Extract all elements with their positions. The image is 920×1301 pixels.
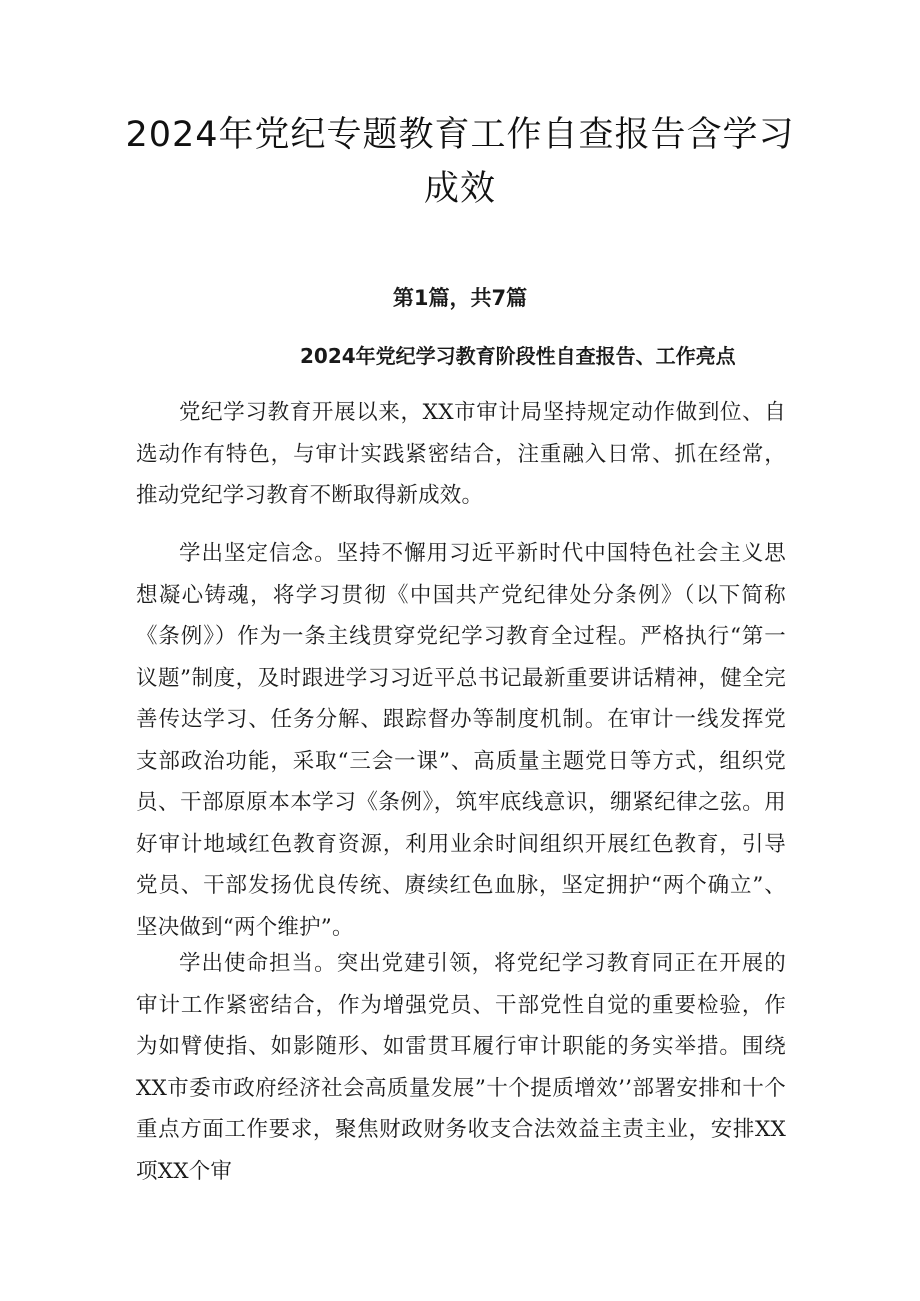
section-heading: 2024年党纪学习教育阶段性自查报告、工作亮点 — [300, 344, 736, 368]
body-paragraph-2: 学出坚定信念。坚持不懈用习近平新时代中国特色社会主义思想凝心铸魂，将学习贯彻《中国共产党纪律处分条例》（以下简称《条例》）作为一条主线贯穿党纪学习教育全过程。严格执行“第一议题”制度，及时跟进学习习近平总书记最新重要讲话精神，健全完善传达学习、任务分解、跟踪督办等制度机制。在审计一线发挥党支部政治功能，采取“三会一课”、高质量主题党日等方式，组织党员、干部原原本本学习《条例》，筑牢底线意识，绷紧纪律之弦。用好审计地域红色教育资源，利用业余时间组织开展红色教育，引导党员、干部发扬优良传统、赓续红色血脉，坚定拥护“两个确立”、坚决做到“两个维护”。 — [136, 541, 786, 940]
body-paragraph-3: 学出使命担当。突出党建引领，将党纪学习教育同正在开展的审计工作紧密结合，作为增强党员、干部党性自觉的重要检验，作为如臂使指、如影随形、如雷贯耳履行审计职能的务实举措。围绕XX市委市政府经济社会高质量发展”十个提质增效’’部署安排和十个重点方面工作要求，聚焦财政财务收支合法效益主责主业，安排XX项XX个审 — [136, 951, 786, 1184]
body-paragraph-1: 党纪学习教育开展以来，XX市审计局坚持规定动作做到位、自选动作有特色，与审计实践紧密结合，注重融入日常、抓在经常，推动党纪学习教育不断取得新成效。 — [136, 400, 786, 508]
document-title-line-1: 2024年党纪专题教育工作自查报告含学习 — [125, 115, 795, 155]
part-count: 第1篇，共7篇 — [392, 286, 528, 310]
document-title-line-2: 成效 — [423, 169, 496, 209]
document-title — [120, 108, 800, 216]
